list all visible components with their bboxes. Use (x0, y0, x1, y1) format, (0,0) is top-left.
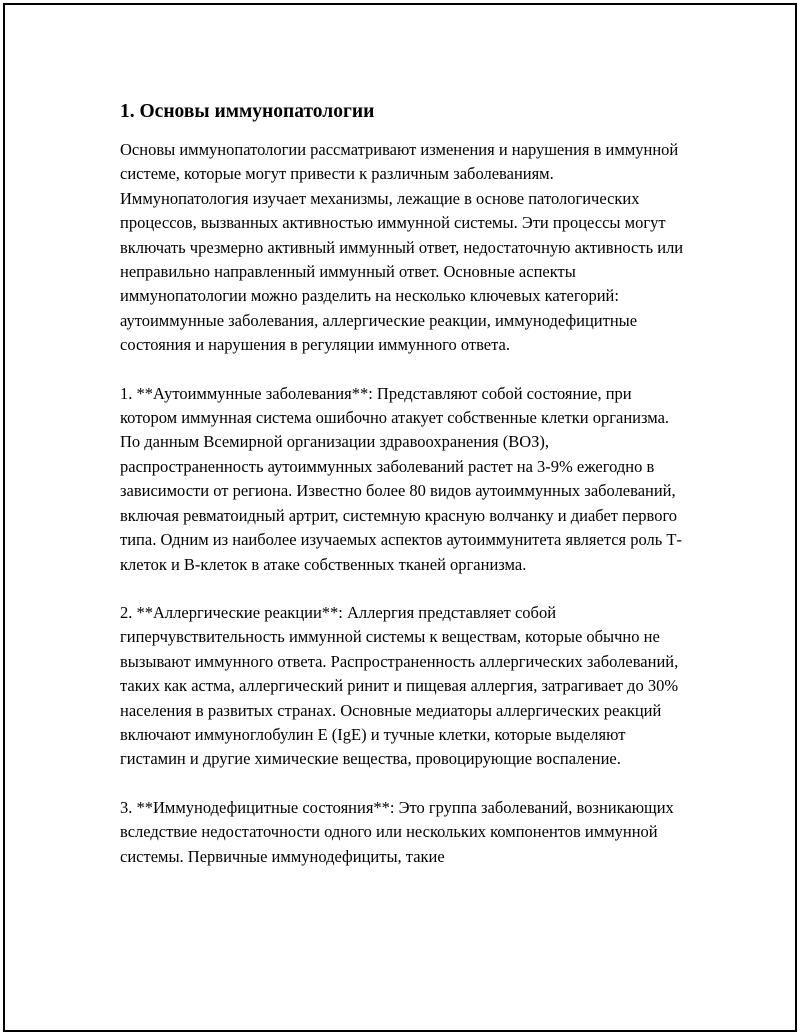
page-frame (3, 3, 797, 1032)
allergy-paragraph: 2. **Аллергические реакции**: Аллергия представляет собой гиперчувствительность иммунной системы к веществам, которые обычно не вызывают иммунного ответа. Распространенность аллергических заболеваний, таких как астма, аллергический ринит и пищевая аллергия, затрагивает до 30% населения в развитых странах. Основные медиаторы аллергических реакций включают иммуноглобулин E (IgE) и тучные клетки, которые выделяют гистамин и другие химические вещества, провоцирующие воспаление. (120, 602, 679, 769)
document-body (120, 100, 685, 893)
immunodeficiency-paragraph: 3. **Иммунодефицитные состояния**: Это группа заболеваний, возникающих вследствие недостаточности одного или нескольких компонентов иммунной системы. Первичные иммунодефициты, такие (120, 797, 674, 866)
intro-paragraph: Основы иммунопатологии рассматривают изменения и нарушения в иммунной системе, которые могут привести к различным заболеваниям. Иммунопатология изучает механизмы, лежащие в основе патологических процессов, вызванных активностью иммунной системы. Эти процессы могут включать чрезмерно активный иммунный ответ, недостаточную активность или неправильно направленный иммунный ответ. Основные аспекты иммунопатологии можно разделить на несколько ключевых категорий: аутоиммунные заболевания, аллергические реакции, иммунодефицитные состояния и нарушения в регуляции иммунного ответа. (120, 140, 684, 355)
section-heading: 1. Основы иммунопатологии (120, 101, 375, 122)
autoimmune-paragraph: 1. **Аутоиммунные заболевания**: Представляют собой состояние, при котором иммунная система ошибочно атакует собственные клетки организма. По данным Всемирной организации здравоохранения (ВОЗ), распространенность аутоиммунных заболеваний растет на 3-9% ежегодно в зависимости от региона. Известно более 80 видов аутоиммунных заболеваний, включая ревматоидный артрит, системную красную волчанку и диабет первого типа. Одним из наиболее изучаемых аспектов аутоиммунитета является роль Т-клеток и В-клеток в атаке собственных тканей организма. (120, 383, 683, 574)
